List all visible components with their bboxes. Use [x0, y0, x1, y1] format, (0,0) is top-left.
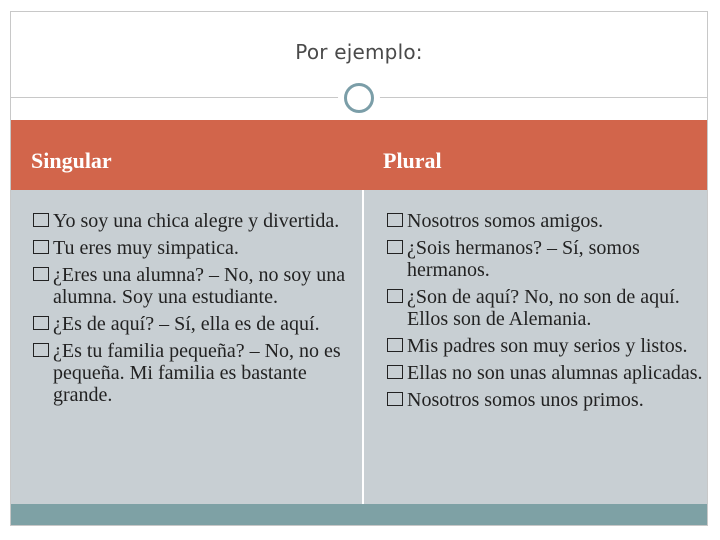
- footer-bar: [11, 504, 707, 525]
- hollow-square-bullet-icon: [387, 240, 403, 254]
- list-item: Nosotros somos unos primos.: [387, 389, 705, 411]
- hollow-square-bullet-icon: [33, 240, 49, 254]
- table-header-row: [11, 120, 707, 190]
- hollow-square-bullet-icon: [33, 316, 49, 330]
- list-item: ¿Sois hermanos? – Sí, somos hermanos.: [387, 237, 705, 281]
- list-item: ¿Son de aquí? No, no son de aquí. Ellos son de Alemania.: [387, 286, 705, 330]
- list-item: Ellas no son unas alumnas aplicadas.: [387, 362, 705, 384]
- plural-column: [387, 210, 705, 416]
- slide-frame: [10, 11, 708, 526]
- hollow-square-bullet-icon: [387, 392, 403, 406]
- table-body-row: [11, 190, 707, 514]
- hollow-square-bullet-icon: [387, 289, 403, 303]
- list-item: Tu eres muy simpatica.: [33, 237, 353, 259]
- header-plural: Plural: [383, 148, 442, 173]
- hollow-square-bullet-icon: [33, 343, 49, 357]
- hollow-square-bullet-icon: [33, 267, 49, 281]
- list-item: Yo soy una chica alegre y divertida.: [33, 210, 353, 232]
- hollow-square-bullet-icon: [387, 365, 403, 379]
- hollow-square-bullet-icon: [387, 213, 403, 227]
- list-item: ¿Eres una alumna? – No, no soy una alumna. Soy una estudiante.: [33, 264, 353, 308]
- list-item: ¿Es tu familia pequeña? – No, no es pequeña. Mi familia es bastante grande.: [33, 340, 353, 406]
- list-item: ¿Es de aquí? – Sí, ella es de aquí.: [33, 313, 353, 335]
- hollow-square-bullet-icon: [33, 213, 49, 227]
- column-divider: [362, 190, 364, 514]
- list-item: Nosotros somos amigos.: [387, 210, 705, 232]
- list-item: Mis padres son muy serios y listos.: [387, 335, 705, 357]
- singular-column: [33, 210, 353, 411]
- ring-icon: [341, 80, 377, 116]
- hollow-square-bullet-icon: [387, 338, 403, 352]
- header-singular: Singular: [31, 148, 112, 173]
- slide-title: Por ejemplo:: [295, 40, 423, 64]
